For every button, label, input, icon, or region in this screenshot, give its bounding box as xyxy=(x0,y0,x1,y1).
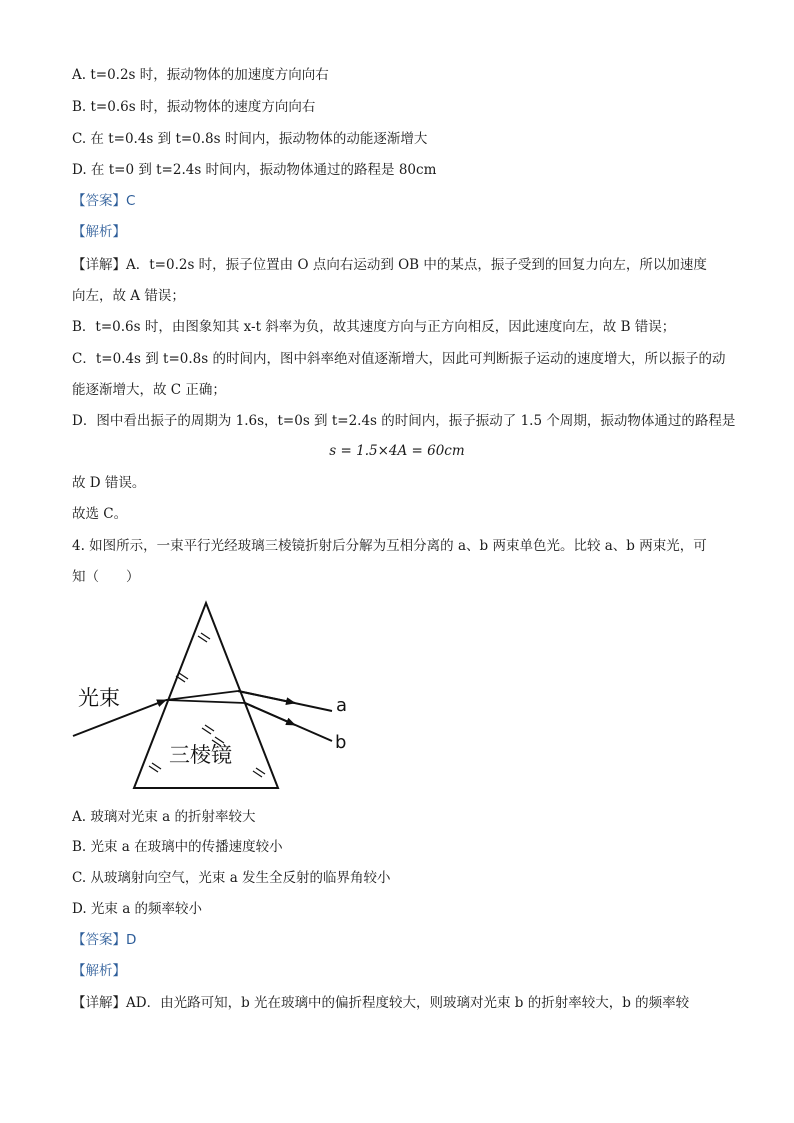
q3-detail-line: D．图中看出振子的周期为 1.6s，t=0s 到 t=2.4s 的时间内，振子振动了 1.5 个周期，振动物体通过的路程是 xyxy=(72,413,736,429)
q4-option-c: C. 从玻璃射向空气，光束 a 发生全反射的临界角较小 xyxy=(72,870,391,886)
q4-analysis-label: 【解析】 xyxy=(72,963,126,979)
q3-option-c: C. 在 t=0.4s 到 t=0.8s 时间内，振动物体的动能逐渐增大 xyxy=(72,131,428,147)
prism-label: 三棱镜 xyxy=(169,743,232,767)
ray-a-label: a xyxy=(336,695,348,716)
q3-detail-line: 【详解】A．t=0.2s 时，振子位置由 O 点向右运动到 OB 中的某点，振子受到的回复力向左，所以加速度 xyxy=(72,257,707,273)
beam-label: 光束 xyxy=(78,686,120,710)
q3-final-choice: 故选 C。 xyxy=(72,506,128,522)
q3-option-a: A. t=0.2s 时，振动物体的加速度方向向右 xyxy=(72,67,329,83)
q4-answer: 【答案】D xyxy=(72,932,137,948)
refracted-ray-b xyxy=(166,700,245,703)
q3-option-b: B. t=0.6s 时，振动物体的速度方向向右 xyxy=(72,99,316,115)
q4-option-a: A. 玻璃对光束 a 的折射率较大 xyxy=(72,809,256,825)
refracted-ray-a xyxy=(166,691,238,700)
q4-detail-line: 【详解】AD．由光路可知，b 光在玻璃中的偏折程度较大，则玻璃对光束 b 的折射率较大，b 的频率较 xyxy=(72,995,690,1011)
q4-stem-line: 4. 如图所示，一束平行光经玻璃三棱镜折射后分解为互相分离的 a、b 两束单色光。比较 a、b 两束光，可 xyxy=(72,538,707,554)
q3-detail-line: B．t=0.6s 时，由图象知其 x-t 斜率为负，故其速度方向与正方向相反，因此速度向左，故 B 错误； xyxy=(72,319,676,335)
q4-option-d: D. 光束 a 的频率较小 xyxy=(72,901,203,917)
q4-option-b: B. 光束 a 在玻璃中的传播速度较小 xyxy=(72,839,283,855)
ray-b-label: b xyxy=(335,732,347,753)
q3-answer: 【答案】C xyxy=(72,193,136,209)
q3-option-d: D. 在 t=0 到 t=2.4s 时间内，振动物体通过的路程是 80cm xyxy=(72,162,437,178)
q3-conclusion-d: 故 D 错误。 xyxy=(72,475,146,491)
q4-stem-line: 知（ ） xyxy=(72,569,140,585)
emergent-ray-a-arrow xyxy=(238,691,295,703)
prism-diagram xyxy=(70,598,370,796)
q3-analysis-label: 【解析】 xyxy=(72,224,126,240)
q3-detail-line: 能逐渐增大，故 C 正确； xyxy=(72,382,226,398)
q3-equation: s = 1.5×4A = 60cm xyxy=(329,443,465,459)
q3-detail-line: C．t=0.4s 到 t=0.8s 的时间内，图中斜率绝对值逐渐增大，因此可判断振子运动的速度增大，所以振子的动 xyxy=(72,351,726,367)
q3-detail-line: 向左，故 A 错误； xyxy=(72,288,185,304)
